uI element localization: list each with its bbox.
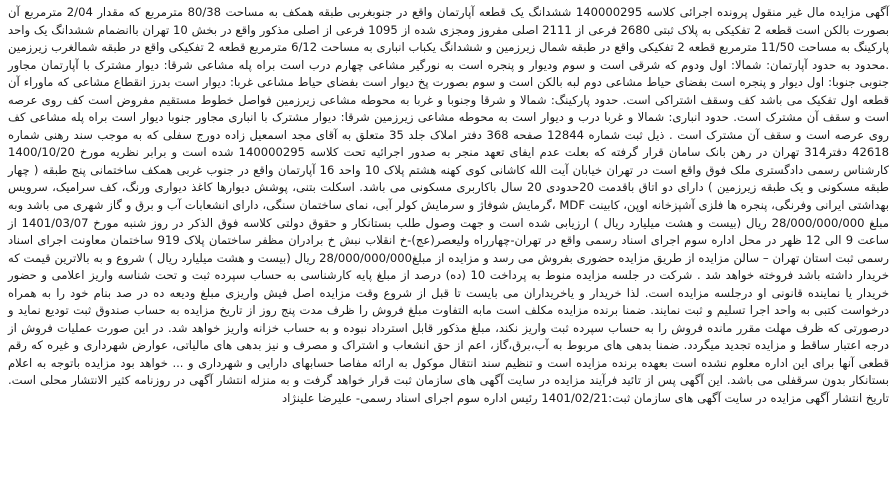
- notice-body: [8, 4, 889, 408]
- signatory-name: علیرضا علینژاد: [281, 391, 353, 406]
- notice-text: آگهی مزایده مال غیر منقول پرونده اجرائی کلاسه 140000295 ششدانگ یک قطعه آپارتمان واقع در جنوبغربی طبقه همکف به مساحت 80/38 مترمربع که مقدار 2/04 مترمربع آن بصورت بالکن است قطعه 2 تفکیکی به پلاک ثبتی 2680 فرعی از 2111 اصلی مفروز ومجزی شده از 1095 فرعی از اصلی مذکور واقع در بخش 10 تهران باانضمام ششدانگ یک واحد پارکینگ به مساحت 11/50 مترمربع قطعه 2 تفکیکی واقع در طبقه شمال زیرزمین و ششدانگ یکباب انباری به مساحت 6/12 مترمربع قطعه 2 تفکیکی واقع در طبقه شمالغرب زیرزمین .محدود به حدود آپارتمان: شمالا: اول ودوم که شرقی است و سوم ودیوار و پنجره است به نورگیر مشاعی چهارم درب است براه پله مشاعی شرقا: دیوار مشترک با آپارتمان مجاور جنوبی جنوبا: اول دیوار و پنجره است بفضای حیاط مشاعی دوم لبه بالکن است و سوم بصورت پخ دیوار است بفضای حیاط مشاعی غربا: دیوار است بدرز انقطاع مشاعی که ماوراء آن قطعه اول تفکیک می باشد کف وسقف اشتراکی است. حدود پارکینگ: شمالا و شرقا وجنوبا و غربا به محوطه مشاعی زیرزمین فواصل خطوط مستقیم مفروض است کف روی عرصه است و سقف آن مشترک است. حدود انباری: شمالا و غربا درب و دیوار است به محوطه مشاعی زیرزمین شرقا: دیوار مشترک با انباری مجاور جنوبا دیوار است براه پله مشاعی کف روی عرصه است و سقف آن مشترک است . ذیل ثبت شماره 12844 صفحه 368 دفتر املاک جلد 35 متعلق به آقای مجد اسمعیل زاده دورج سفلی که به موجب سند رهنی شماره 42618 دفتر314 تهران در رهن بانک سامان قرار گرفته که بعلت عدم ایفای تعهد منجر به صدور اجرائیه تحت کلاسه 140000295 شده است و برابر نظریه مورخ 1400/10/20 کارشناس رسمی دادگستری ملک فوق واقع است در تهران خیابان آیت الله کاشانی کوی کهنه هشتم پلاک 10 واحد 16 آپارتمان واقع در جنوب غربی همکف ساختمانی پنج طبقه ( چهار طبقه مسکونی و یک طبقه زیرزمین ) دارای دو اتاق باقدمت 20حدودی 20 سال باکاربری مسکونی می باشد. اسکلت بتنی، پوشش دیوارها کاغذ دیواری ورنگ، کف سرامیک، سرویس بهداشتی ایرانی وفرنگی، پنجره ها فلزی آشپزخانه اوپن، کابینت MDF ،گرمایش شوفاژ و سرمایش کولر آبی، نمای ساختمان سنگی، دارای انشعابات آب و برق و گاز شهری می باشد وبه مبلغ 28/000/000/000 ریال (بیست و هشت میلیارد ریال ) ارزیابی شده است و جهت وصول طلب بستانکار و حقوق دولتی کلاسه فوق الذکر در روز شنبه مورخ 1401/03/07 از ساعت 9 الی 12 ظهر در محل اداره سوم اجرای اسناد رسمی واقع در تهران-چهارراه ولیعصر(عج)-خ انقلاب نبش خ برادران مظفر ساختمان پلاک 919 ساختمان معاونت اجرای اسناد رسمی ثبت استان تهران – سالن مزایده از طریق مزایده حضوری بفروش می رسد و مزایده از مبلغ28/000/000/000 ریال (بیست و هشت میلیارد ریال ) شروع و به بالاترین قیمت که خریدار داشته باشد فروخته خواهد شد . شرکت در جلسه مزایده منوط به پرداخت 10 (ده) درصد از مبلغ پایه کارشناسی به حساب سپرده ثبت و تحت شناسه واریز اعلامی و حضور خریدار یا نماینده قانونی او درجلسه مزایده است. لذا خریدار و یاخریداران می بایست تا قبل از شروع وقت مزایده اصل فیش واریزی مبلغ ودیعه ده در صد بنام خود را به همراه درخواست کتبی به واحد اجرا تسلیم و ثبت نمایند. ضمنا برنده مزایده مکلف است مابه التفاوت مبلغ فروش را ظرف مدت پنج روز از تاریخ مزایده به حساب صندوق ثبت تودیع نماید و درصورتی که ظرف مهلت مقرر مانده فروش را به حساب سپرده ثبت واریز نکند، مبلغ مذکور قابل استرداد نبوده و به حساب خزانه واریز خواهد شد. در این صورت عملیات فروش از درجه اعتبار ساقط و مزایده تجدید میگردد. ضمنا بدهی های مربوط به آب،برق،گاز، اعم از حق انشعاب و اشتراک و مصرف و نیز بدهی های مالیاتی، عوارض شهرداری و غیره که رقم قطعی آنها برای این اداره معلوم نشده است بعهده برنده مزایده است و تنظیم سند انتقال موکول به ارائه مفاصا حسابهای دارایی و شهرداری و ... خواهد بود مزایده باتوجه به اعلام بستانکار بدون سرقفلی می باشد. این آگهی پس از تائید فرآیند مزایده در سایت آگهی های سازمان ثبت قرار خواهد گرفت و به منزله انتشار آگهی در روزنامه کثیر الانتشار محلی است. تاریخ انتشار آگهی مزایده در سایت آگهی های سازمان ثبت:1401/02/21 رئیس اداره سوم اجرای اسناد رسمی-: [8, 5, 890, 406]
